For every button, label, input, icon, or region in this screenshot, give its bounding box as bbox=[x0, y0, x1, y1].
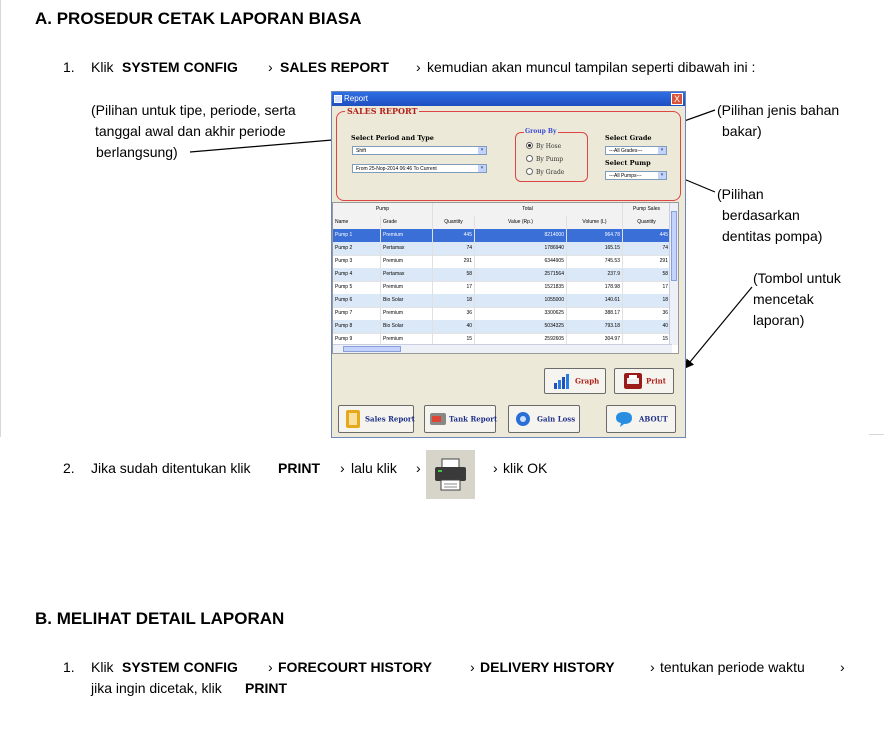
step-a1-rest: kemudian akan muncul tampilan seperti dibawah ini : bbox=[427, 59, 756, 75]
table-cell: 36 bbox=[623, 307, 671, 320]
sales-report-panel-title: SALES REPORT bbox=[347, 106, 418, 116]
table-cell: 3300625 bbox=[475, 307, 567, 320]
printer-glyph bbox=[426, 450, 475, 499]
print-button-label: Print bbox=[646, 376, 666, 386]
sales-table bbox=[332, 202, 679, 354]
step-b1-print: PRINT bbox=[245, 680, 287, 696]
table-cell: 8214000 bbox=[475, 229, 567, 242]
select-grade-label: Select Grade bbox=[605, 134, 652, 142]
table-column-header bbox=[333, 216, 671, 230]
radio-selected-icon bbox=[526, 142, 533, 149]
step-a1-klik: Klik bbox=[91, 59, 114, 75]
table-row[interactable] bbox=[333, 294, 671, 308]
step-a2-arrow-3: › bbox=[493, 460, 498, 476]
chevron-down-icon: ▾ bbox=[658, 147, 666, 154]
horizontal-scrollbar[interactable] bbox=[333, 344, 672, 353]
radio-by-hose-label: By Hose bbox=[536, 143, 562, 150]
step-b1-klik: Klik bbox=[91, 659, 114, 675]
gain-loss-button-label: Gain Loss bbox=[537, 414, 576, 424]
step-b1-arrow-2: › bbox=[470, 659, 475, 675]
table-cell: 445 bbox=[623, 229, 671, 242]
table-cell: Premium bbox=[381, 281, 433, 294]
vertical-scrollbar[interactable] bbox=[669, 203, 678, 345]
about-button-label: ABOUT bbox=[639, 414, 668, 424]
table-cell: 58 bbox=[433, 268, 475, 281]
arrow-to-print-button bbox=[685, 287, 752, 368]
step-b1-arrow-4: › bbox=[840, 659, 845, 675]
step-a1-system-config: SYSTEM CONFIG bbox=[122, 59, 238, 75]
table-cell: 15 bbox=[433, 333, 475, 346]
table-cell: 291 bbox=[623, 255, 671, 268]
scroll-thumb[interactable] bbox=[671, 211, 677, 281]
table-cell: 74 bbox=[433, 242, 475, 255]
gain-loss-icon bbox=[515, 411, 531, 427]
table-cell: 2592605 bbox=[475, 333, 567, 346]
sales-report-button-label: Sales Report bbox=[365, 414, 415, 424]
step-b1-arrow-1: › bbox=[268, 659, 273, 675]
table-cell: Premium bbox=[381, 229, 433, 242]
table-cell: 2571564 bbox=[475, 268, 567, 281]
table-cell: 1521835 bbox=[475, 281, 567, 294]
table-row[interactable] bbox=[333, 281, 671, 295]
radio-by-hose[interactable] bbox=[526, 142, 561, 150]
annotation-period-line-1: (Pilihan untuk tipe, periode, serta bbox=[91, 102, 296, 118]
step-b1-arrow-3: › bbox=[650, 659, 655, 675]
close-button[interactable]: X bbox=[671, 93, 683, 105]
radio-by-grade-label: By Grade bbox=[536, 169, 565, 176]
radio-by-pump-label: By Pump bbox=[536, 156, 564, 163]
tank-report-icon bbox=[429, 410, 447, 428]
report-titlebar bbox=[332, 92, 685, 106]
table-cell: Pump 9 bbox=[333, 333, 381, 346]
arrow-to-period bbox=[190, 139, 344, 152]
table-row[interactable] bbox=[333, 255, 671, 269]
table-row[interactable] bbox=[333, 307, 671, 321]
table-cell: 40 bbox=[623, 320, 671, 333]
annotation-pump-line-3: dentitas pompa) bbox=[722, 228, 823, 244]
table-cell: Pump 3 bbox=[333, 255, 381, 268]
radio-by-pump[interactable] bbox=[526, 155, 563, 163]
bar-chart-icon bbox=[553, 373, 571, 389]
sales-report-button[interactable] bbox=[338, 405, 414, 433]
table-cell: Pertamax bbox=[381, 242, 433, 255]
grade-value: ---All Grades--- bbox=[609, 148, 643, 154]
chevron-down-icon: ▾ bbox=[478, 165, 486, 172]
sales-report-panel bbox=[336, 106, 681, 201]
table-row[interactable] bbox=[333, 268, 671, 282]
table-cell: 165.15 bbox=[567, 242, 623, 255]
report-window-icon bbox=[334, 95, 342, 103]
annotation-print-line-2: mencetak bbox=[753, 291, 814, 307]
table-cell: 445 bbox=[433, 229, 475, 242]
step-a2-print: PRINT bbox=[278, 460, 320, 476]
table-cell: Bio Solar bbox=[381, 320, 433, 333]
section-b-title: B. MELIHAT DETAIL LAPORAN bbox=[35, 609, 285, 628]
table-cell: 291 bbox=[433, 255, 475, 268]
col-quantity[interactable]: Quantity bbox=[433, 216, 475, 229]
step-a2-arrow-2: › bbox=[416, 460, 421, 476]
table-cell: Pump 8 bbox=[333, 320, 381, 333]
table-cell: 17 bbox=[433, 281, 475, 294]
annotation-period-line-2: tanggal awal dan akhir periode bbox=[95, 123, 286, 139]
step-a2-text-3: klik OK bbox=[503, 460, 548, 476]
period-type-value: Shift bbox=[356, 148, 367, 154]
table-cell: 5034325 bbox=[475, 320, 567, 333]
select-pump-label: Select Pump bbox=[605, 159, 651, 167]
table-cell: 178.98 bbox=[567, 281, 623, 294]
table-cell: 58 bbox=[623, 268, 671, 281]
section-a-title: A. PROSEDUR CETAK LAPORAN BIASA bbox=[35, 9, 362, 28]
radio-by-grade[interactable] bbox=[526, 168, 564, 176]
print-button[interactable] bbox=[614, 368, 674, 394]
table-cell: 140.61 bbox=[567, 294, 623, 307]
table-cell: 15 bbox=[623, 333, 671, 346]
step-b1-system-config: SYSTEM CONFIG bbox=[122, 659, 238, 675]
col-grade[interactable]: Grade bbox=[381, 216, 433, 229]
table-cell: 40 bbox=[433, 320, 475, 333]
group-header-total: Total bbox=[433, 203, 623, 216]
tank-report-button-label: Tank Report bbox=[449, 414, 498, 424]
table-cell: 18 bbox=[433, 294, 475, 307]
radio-icon bbox=[526, 155, 533, 162]
pump-select[interactable] bbox=[605, 171, 667, 180]
table-cell: Premium bbox=[381, 307, 433, 320]
step-b1-delivery-history: DELIVERY HISTORY bbox=[480, 659, 615, 675]
printer-icon[interactable] bbox=[426, 450, 475, 499]
table-cell: 18 bbox=[623, 294, 671, 307]
table-cell: Pump 7 bbox=[333, 307, 381, 320]
table-cell: 36 bbox=[433, 307, 475, 320]
table-cell: Pump 6 bbox=[333, 294, 381, 307]
table-cell: Premium bbox=[381, 255, 433, 268]
table-cell: Pump 5 bbox=[333, 281, 381, 294]
table-cell: 17 bbox=[623, 281, 671, 294]
chevron-down-icon: ▾ bbox=[478, 147, 486, 154]
pump-value: ---All Pumps--- bbox=[609, 173, 642, 179]
step-a2-number: 2. bbox=[63, 460, 75, 476]
table-cell: Pertamax bbox=[381, 268, 433, 281]
graph-button[interactable] bbox=[544, 368, 606, 394]
group-by-box bbox=[515, 128, 588, 182]
table-row[interactable] bbox=[333, 320, 671, 334]
table-group-header bbox=[333, 203, 671, 217]
scroll-thumb[interactable] bbox=[343, 346, 401, 352]
chevron-down-icon: ▾ bbox=[658, 172, 666, 179]
step-a1-sales-report: SALES REPORT bbox=[280, 59, 389, 75]
report-window-title: Report bbox=[344, 94, 369, 103]
table-cell: 745.53 bbox=[567, 255, 623, 268]
step-a1-arrow-2: › bbox=[416, 59, 421, 75]
annotation-pump-line-2: berdasarkan bbox=[722, 207, 800, 223]
table-cell: Pump 1 bbox=[333, 229, 381, 242]
annotation-fuel-line-2: bakar) bbox=[722, 123, 762, 139]
period-range-select[interactable] bbox=[352, 164, 487, 173]
step-b1-line-2: jika ingin dicetak, klik bbox=[91, 680, 222, 696]
table-cell: 388.17 bbox=[567, 307, 623, 320]
annotation-pump-line-1: (Pilihan bbox=[717, 186, 764, 202]
table-cell: Premium bbox=[381, 333, 433, 346]
table-cell: 793.18 bbox=[567, 320, 623, 333]
col-pump-quantity[interactable]: Quantity bbox=[623, 216, 671, 229]
radio-icon bbox=[526, 168, 533, 175]
group-by-label: Group By bbox=[525, 128, 557, 135]
group-header-pump: Pump bbox=[333, 203, 433, 216]
table-cell: 6344905 bbox=[475, 255, 567, 268]
table-cell: 964.78 bbox=[567, 229, 623, 242]
printer-icon bbox=[624, 373, 642, 389]
table-cell: Bio Solar bbox=[381, 294, 433, 307]
step-a2-arrow-1: › bbox=[340, 460, 345, 476]
step-a2-text-1: Jika sudah ditentukan klik bbox=[91, 460, 251, 476]
step-a2-text-2: lalu klik bbox=[351, 460, 397, 476]
period-range-value: From 25-Nop-2014 06:46 To Current bbox=[356, 166, 437, 172]
grade-select[interactable] bbox=[605, 146, 667, 155]
col-value[interactable]: Value (Rp.) bbox=[475, 216, 567, 229]
table-cell: Pump 4 bbox=[333, 268, 381, 281]
step-b1-rest: tentukan periode waktu bbox=[660, 659, 805, 675]
annotation-fuel-line-1: (Pilihan jenis bahan bbox=[717, 102, 840, 118]
step-a1-number: 1. bbox=[63, 59, 75, 75]
about-button[interactable] bbox=[606, 405, 676, 433]
table-cell: 304.97 bbox=[567, 333, 623, 346]
col-volume[interactable]: Volume (L) bbox=[567, 216, 623, 229]
step-a1-arrow-1: › bbox=[268, 59, 273, 75]
step-b1-forecourt-history: FORECOURT HISTORY bbox=[278, 659, 433, 675]
col-name[interactable]: Name bbox=[333, 216, 381, 229]
table-cell: Pump 2 bbox=[333, 242, 381, 255]
table-cell: 1055000 bbox=[475, 294, 567, 307]
table-row[interactable] bbox=[333, 229, 671, 243]
table-cell: 237.9 bbox=[567, 268, 623, 281]
sales-report-icon bbox=[345, 410, 361, 428]
graph-button-label: Graph bbox=[575, 376, 600, 386]
annotation-print-line-3: laporan) bbox=[753, 312, 805, 328]
annotation-period-line-3: berlangsung) bbox=[96, 144, 178, 160]
group-header-pump-sales: Pump Sales bbox=[623, 203, 671, 216]
select-period-label: Select Period and Type bbox=[351, 134, 434, 142]
tank-report-button[interactable] bbox=[424, 405, 496, 433]
table-row[interactable] bbox=[333, 242, 671, 256]
table-cell: 1786940 bbox=[475, 242, 567, 255]
info-bubble-icon bbox=[615, 411, 633, 427]
gain-loss-button[interactable] bbox=[508, 405, 580, 433]
annotation-print-line-1: (Tombol untuk bbox=[753, 270, 841, 286]
report-window bbox=[331, 91, 686, 438]
table-cell: 74 bbox=[623, 242, 671, 255]
step-b1-number: 1. bbox=[63, 659, 75, 675]
period-type-select[interactable] bbox=[352, 146, 487, 155]
